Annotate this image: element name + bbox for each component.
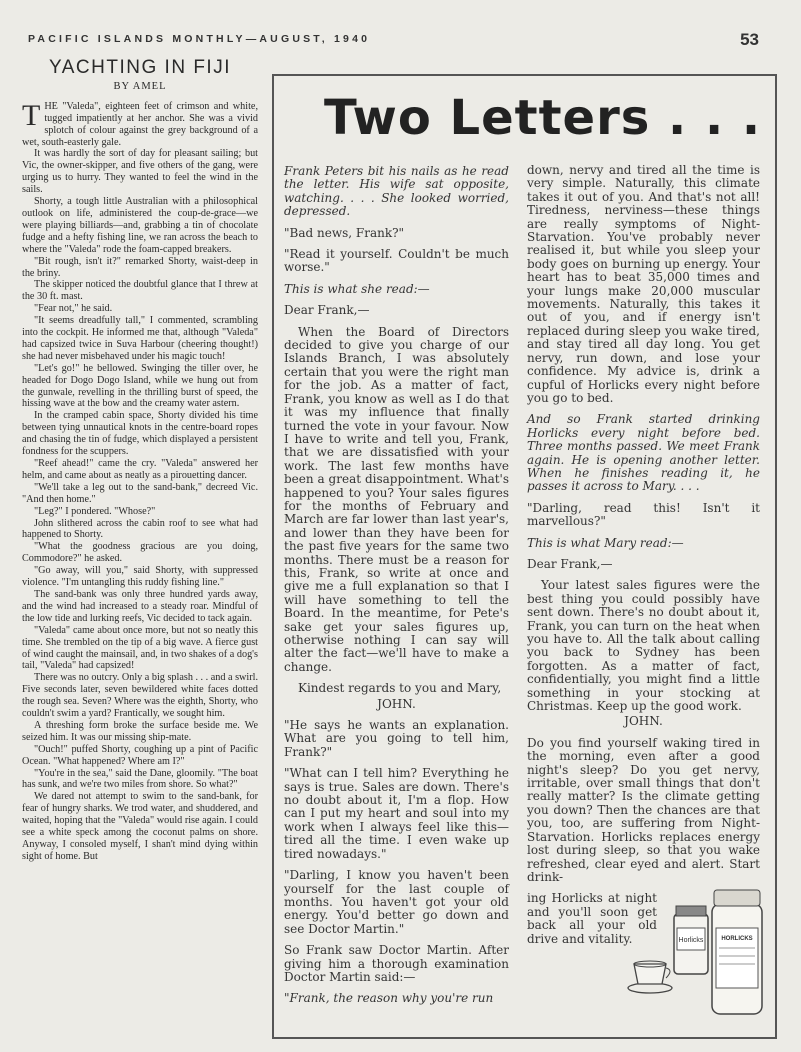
ad-paragraph: Do you find yourself waking tired in the morning, even after a good night's sleep? Do you get nervy, irritable, over small things that don't really matter? Is the climate getting you down? Then the chances are that you, too, are suffering from Night-Starvation. Horlicks replaces energy lost during sleep, so that you wake refreshed, clear eyed and alert. Start drink- xyxy=(527,735,760,884)
article-paragraph: It was hardly the sort of day for pleasant sailing; but Vic, the owner-skipper, and five others of the gang, were urging us to hurry. They wanted to feel the wind in the sails. xyxy=(22,148,258,196)
article-paragraph: John slithered across the cabin roof to see what had happened to Shorty. xyxy=(22,517,258,541)
ad-paragraph: This is what she read:— xyxy=(284,281,430,296)
ad-paragraph: "He says he wants an explanation. What are you going to tell him, Frank?" xyxy=(284,718,509,759)
ad-paragraph: "What can I tell him? Everything he says is true. Sales are down. There's no doubt about it, I'm a flop. How can I put my heart and soul into my work when I always feel like this—tired all the time. I even wake up tired nowadays." xyxy=(284,766,509,861)
ad-paragraph: JOHN. xyxy=(624,714,663,729)
article-paragraph: "What the goodness gracious are you doing, Commodore?" he asked. xyxy=(22,541,258,565)
article-paragraph: "Reef ahead!" came the cry. "Valeda" answered her helm, and came about as neatly as a pirouetting dancer. xyxy=(22,458,258,481)
ad-paragraph: "Read it yourself. Couldn't be much worse." xyxy=(284,247,509,275)
article-paragraph: In the cramped cabin space, Shorty divided his time between tying unnautical knots in the centre-board ropes and chasing the tin of fudge, which displayed a persistent fondness for the scuppers. xyxy=(22,410,258,458)
ad-title: Two Letters . . . xyxy=(324,90,762,146)
ad-paragraph: Kindest regards to you and Mary, xyxy=(298,681,502,696)
horlicks-jar-large xyxy=(712,890,762,1014)
article-paragraph: "Bit rough, isn't it?" remarked Shorty, waist-deep in the briny. xyxy=(22,255,258,279)
ad-paragraph: Frank Peters bit his nails as he read the letter. His wife sat opposite, watching. . . . She looked worried, depressed. xyxy=(284,164,509,219)
article-paragraph: "Fear not," he said. xyxy=(34,303,113,315)
article-paragraph: "You're in the sea," said the Dane, gloomily. "The boat has sunk, and we're two miles from shore. So what?" xyxy=(22,767,258,791)
article-paragraph: "Let's go!" he bellowed. Swinging the tiller over, he headed for Dogo Dogo Island, while we hung out from the gunwale, revelling in the thrilling burst of speed, the hissing wave at the bow and the creamy water astern. xyxy=(22,362,258,410)
ad-paragraph: "Darling, I know you haven't been yourself for the last couple of months. You haven't got your old energy. You'd better go down and see Doctor Martin." xyxy=(284,868,509,936)
horlicks-product-illustration xyxy=(626,876,772,1046)
ad-paragraph: "Darling, read this! Isn't it marvellous?" xyxy=(527,500,760,529)
article-title: YACHTING IN FIJI xyxy=(49,57,231,78)
article-paragraph: "We'll take a leg out to the sand-bank," decreed Vic. "And then home." xyxy=(22,481,258,505)
article-paragraph: "Go away, will you," said Shorty, with suppressed violence. "I'm untangling this ruddy fishing line." xyxy=(22,565,258,589)
yachting-article xyxy=(22,57,258,863)
large-jar-label: HORLICKS xyxy=(721,936,753,942)
article-paragraph: We dared not attempt to swim to the sand-bank, for fear of hungry sharks. We trod water, and shuddered, and waited, hoping that the "Valeda" would rise again. I could see a white speck among the coconut palms on shore. Anyway, I consoled myself, I shan't mind dying within sight of home. But xyxy=(22,791,258,862)
cup-and-saucer xyxy=(628,961,672,993)
ad-paragraph: And so Frank started drinking Horlicks every night before bed. Three months passed. We meet Frank again. He is opening another letter. When he finishes reading it, he passes it across to Mary. . . . xyxy=(527,412,760,494)
ad-paragraph: Your latest sales figures were the best thing you could possibly have sent down. There's no doubt about it, Frank, you can turn on the heat when you have to. All the talk about calling you back to Sydney has been forgotten. As a matter of fact, confidentially, you might find a little something in your stocking at Christmas. Keep up the good work. xyxy=(527,578,760,714)
advertisement-box xyxy=(272,74,777,1039)
ad-paragraph: This is what Mary read:— xyxy=(527,535,684,550)
ad-column-right xyxy=(527,164,760,954)
article-paragraph: There was no outcry. Only a big splash . . . and a swirl. Five seconds later, seven bewildered white faces dotted the rough sea. Seven? Where was the eighth, Shorty, who couldn't swim a yard? Frantically, we sought him. xyxy=(22,672,258,720)
article-paragraph: "Ouch!" puffed Shorty, coughing up a pint of Pacific Ocean. "What happened? Where am I?" xyxy=(22,743,258,767)
drop-cap: T xyxy=(22,98,41,132)
ad-paragraph: When the Board of Directors decided to give you charge of our Islands Branch, I was absolutely certain that you were the right man for the job. As a matter of fact, Frank, you know as well as I do that it was my influence that finally turned the vote in your favour. Now I have to write and tell you, Frank, that we are dissatisfied with your work. The last few months have been a great disappointment. What's happened to you? Your sales figures for the months of February and March are far lower than last year's, and lower than they have been for the past five years for the same two months. There must be a reason for this, Frank, so write at once and give me a full explanation so that I will have something to tell the Board. In the meantime, for Pete's sake get your sales figures up, otherwise nothing I can say will alter the fact—we'll have to make a change. xyxy=(284,324,509,674)
page-number: 53 xyxy=(740,30,759,49)
ad-paragraph: down, nervy and tired all the time is very simple. Naturally, this climate takes it out of you. And that's not all! Tiredness, nerviness—these things are really symptoms of Night-Starvation. You've probably never realised it, but while you sleep your body goes on burning up energy. Your heart has to beat 35,000 times and your lungs make 20,000 muscular movements. Naturally, this takes it out of you, and if energy isn't replaced during sleep you wake tired, and stay tired all day long. You get nervy, run down, and lose your confidence. My advice is, drink a cupful of Horlicks every night before you go to bed. xyxy=(527,163,760,405)
article-paragraph: "Valeda" came about once more, but not so neatly this time. She trembled on the tip of a big wave. A fierce gust of wind caught the mainsail, and, in two shakes of a dog's tail, "Valeda" had capsized! xyxy=(22,624,258,672)
horlicks-jar-small xyxy=(674,906,708,974)
article-paragraph: The skipper noticed the doubtful glance that I threw at the 30 ft. mast. xyxy=(22,279,258,303)
ad-paragraph: So Frank saw Doctor Martin. After giving him a thorough examination Doctor Martin said:— xyxy=(284,943,509,984)
ad-paragraph: "Bad news, Frank?" xyxy=(284,225,405,240)
article-paragraph: The sand-bank was only three hundred yards away, and the wind had increased to a steady roar. Mindful of the low tide and lurking reefs, Vic decided to tack again. xyxy=(22,588,258,624)
ad-paragraph: ing Horlicks at night and you'll soon get back all your old drive and vitality. xyxy=(527,891,657,946)
article-paragraph: THE "Valeda", eighteen feet of crimson and white, tugged impatiently at her anchor. She was a vivid splotch of colour against the grey background of a wet, south-easterly gale. xyxy=(22,98,258,148)
article-body xyxy=(22,148,258,862)
article-paragraph: Shorty, a tough little Australian with a philosophical outlook on life, administered the coup-de-grace—we were playing billiards—and, grabbing a tin of chocolate fudge and a hefty fishing line, we ran across the beach to where the "Valeda" rode the foam-capped breakers. xyxy=(22,196,258,255)
ad-paragraph: "Frank, the reason why you're run xyxy=(284,991,494,1006)
small-jar-label: Horlicks xyxy=(678,937,704,944)
ad-column-left xyxy=(284,165,509,1014)
article-paragraph: "Leg?" I pondered. "Whose?" xyxy=(34,505,156,517)
byline: BY AMEL xyxy=(113,80,167,92)
article-paragraph: "It seems dreadfully tall," I commented, scrambling into the cockpit. He informed me that, although "Valeda" had capsized twice in Suva Harbour (cheering thought!) she had never misbehaved under his magic touch! xyxy=(22,315,258,362)
ad-paragraph: Dear Frank,— xyxy=(527,556,613,571)
running-head: PACIFIC ISLANDS MONTHLY—AUGUST, 1940 xyxy=(28,33,371,45)
ad-paragraph: Dear Frank,— xyxy=(284,303,370,318)
ad-paragraph: JOHN. xyxy=(377,696,416,711)
article-paragraph: A threshing form broke the surface beside me. We seized him. It was our missing ship-mate. xyxy=(22,719,258,743)
